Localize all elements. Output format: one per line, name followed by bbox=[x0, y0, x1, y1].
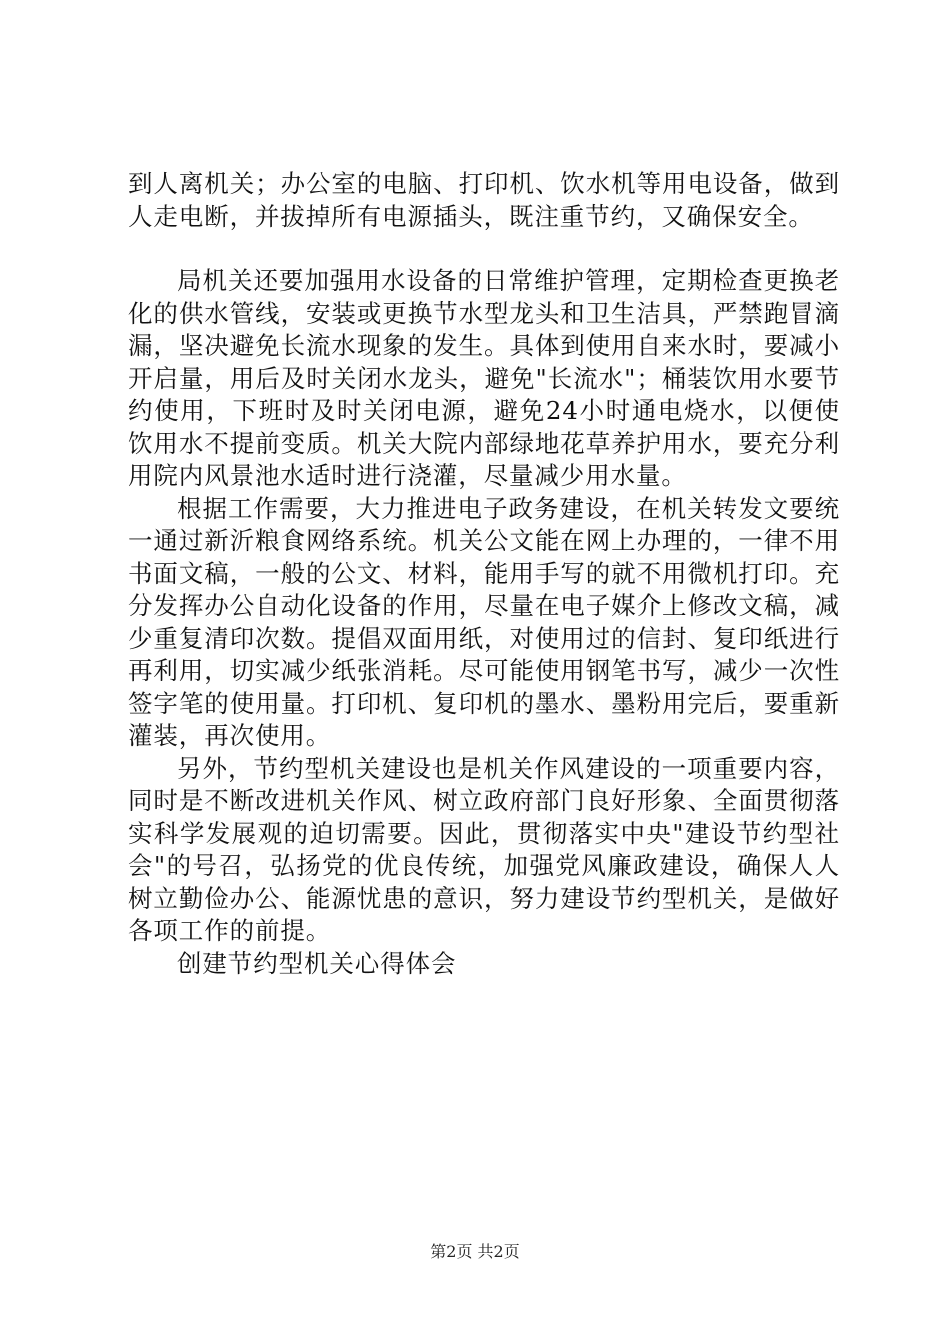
paragraph-water: 局机关还要加强用水设备的日常维护管理，定期检查更换老化的供水管线，安装或更换节水型龙头和卫生洁具，严禁跑冒滴漏，坚决避免长流水现象的发生。具体到使用自来水时，要减小开启量，用后及时关闭水龙头，避免"长流水"；桶装饮用水要节约使用，下班时及时关闭电源，避免24小时通电烧水，以便使饮用水不提前变质。机关大院内部绿地花草养护用水，要充分利用院内风景池水适时进行浇灌，尽量减少用水量。 bbox=[128, 266, 840, 490]
paragraph-electricity: 到人离机关；办公室的电脑、打印机、饮水机等用电设备，做到人走电断，并拔掉所有电源插头，既注重节约，又确保安全。 bbox=[128, 169, 840, 231]
paragraph-paper: 根据工作需要，大力推进电子政务建设，在机关转发文要统一通过新沂粮食网络系统。机关公文能在网上办理的，一律不用书面文稿，一般的公文、材料，能用手写的就不用微机打印。充分发挥办公自动化设备的作用，尽量在电子媒介上修改文稿，减少重复清印次数。提倡双面用纸，对使用过的信封、复印纸进行再利用，切实减少纸张消耗。尽可能使用钢笔书写，减少一次性签字笔的使用量。打印机、复印机的墨水、墨粉用完后，要重新灌装，再次使用。 bbox=[128, 493, 840, 750]
paragraph-conclusion: 另外，节约型机关建设也是机关作风建设的一项重要内容，同时是不断改进机关作风、树立政府部门良好形象、全面贯彻落实科学发展观的迫切需要。因此，贯彻落实中央"建设节约型社会"的号召，弘扬党的优良传统，加强党风廉政建设，确保人人树立勤俭办公、能源忧患的意识，努力建设节约型机关，是做好各项工作的前提。 bbox=[128, 753, 840, 945]
page-number: 第2页 共2页 bbox=[430, 1242, 520, 1261]
document-closing-title: 创建节约型机关心得体会 bbox=[177, 948, 457, 978]
paragraph-gap bbox=[128, 233, 840, 265]
document-body bbox=[128, 168, 840, 980]
